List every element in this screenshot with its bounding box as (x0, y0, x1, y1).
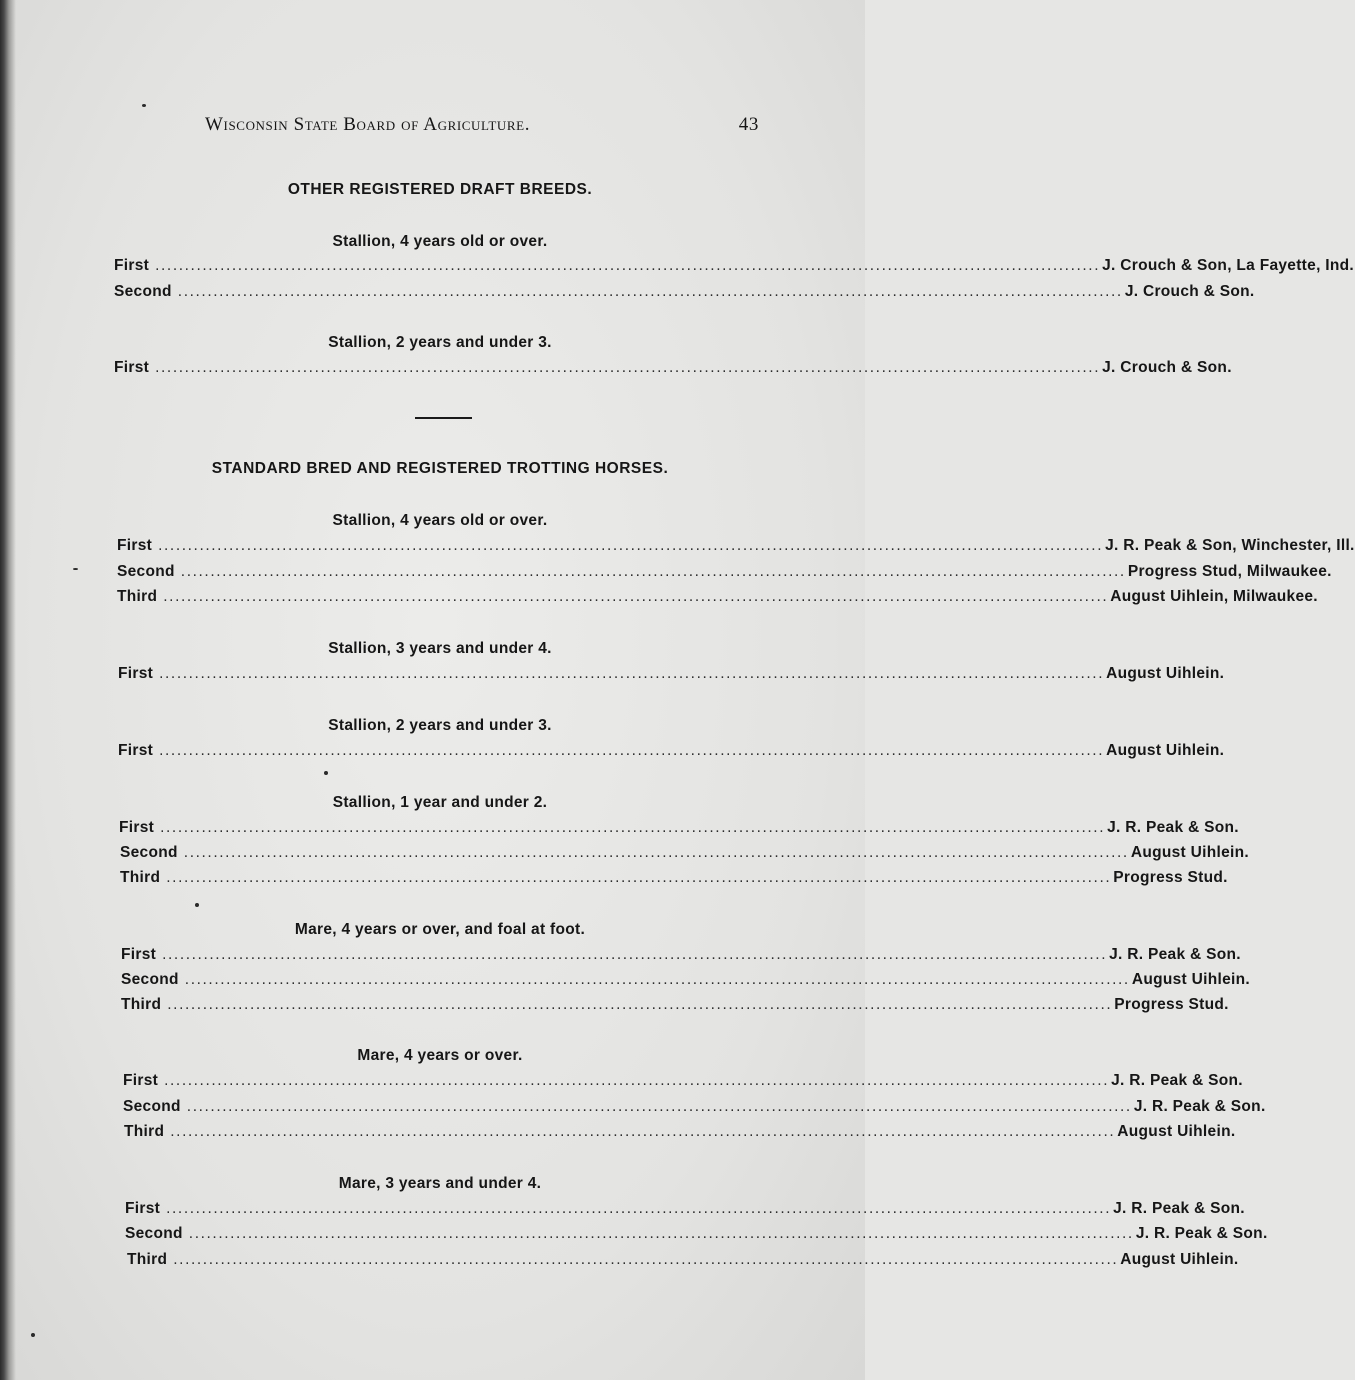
section-title: OTHER REGISTERED DRAFT BREEDS. (287, 181, 593, 198)
entry-place: Third (120, 869, 161, 886)
section-title: STANDARD BRED AND REGISTERED TROTTING HORSES. (211, 460, 669, 477)
class-heading: Stallion, 3 years and under 4. (328, 640, 552, 657)
dot-leader: ................................................................................................................................................................ (167, 996, 1113, 1013)
entry-place: First (123, 1072, 159, 1089)
result-entry (120, 869, 1228, 891)
entry-winner: J. R. Peak & Son, Winchester, Ill. (1105, 537, 1355, 554)
page-number: 43 (738, 114, 759, 135)
entry-place: Third (127, 1251, 168, 1268)
scan-speck (195, 903, 199, 907)
dot-leader: ................................................................................................................................................................ (173, 1251, 1119, 1268)
class-heading: Stallion, 4 years old or over. (332, 512, 548, 529)
entry-winner: August Uihlein. (1106, 742, 1225, 759)
result-entry (118, 665, 1225, 687)
dot-leader: ................................................................................................................................................................ (170, 1123, 1116, 1140)
result-entry (125, 1200, 1245, 1222)
running-head (205, 114, 765, 144)
dot-leader: ................................................................................................................................................................ (177, 283, 1123, 300)
entry-place: First (118, 665, 154, 682)
dot-leader: ................................................................................................................................................................ (164, 1072, 1110, 1089)
result-entry (121, 946, 1241, 968)
result-entry (117, 537, 1355, 559)
entry-place: Third (117, 588, 158, 605)
entry-winner: Progress Stud, Milwaukee. (1127, 563, 1332, 580)
entry-place: First (125, 1200, 161, 1217)
entry-place: Second (114, 283, 172, 300)
entry-winner: J. R. Peak & Son. (1107, 819, 1239, 836)
result-entry (123, 1098, 1266, 1120)
entry-winner: Progress Stud. (1114, 996, 1229, 1013)
dot-leader: ................................................................................................................................................................ (159, 665, 1105, 682)
scan-speck (73, 568, 78, 570)
entry-winner: J. R. Peak & Son. (1111, 1072, 1243, 1089)
class-heading: Stallion, 1 year and under 2. (332, 794, 548, 811)
result-entry (119, 819, 1239, 841)
dot-leader: ................................................................................................................................................................ (184, 971, 1130, 988)
entry-place: First (121, 946, 157, 963)
entry-place: Third (124, 1123, 165, 1140)
entry-winner: J. R. Peak & Son. (1109, 946, 1241, 963)
class-heading: Stallion, 2 years and under 3. (328, 717, 552, 734)
dot-leader: ................................................................................................................................................................ (159, 742, 1105, 759)
result-entry (120, 844, 1249, 866)
result-entry (117, 563, 1332, 585)
result-entry (114, 257, 1355, 279)
class-heading: Mare, 4 years or over. (357, 1047, 523, 1064)
dot-leader: ................................................................................................................................................................ (163, 588, 1109, 605)
entry-winner: August Uihlein. (1130, 844, 1249, 861)
entry-place: Third (121, 996, 162, 1013)
result-entry (114, 283, 1255, 305)
entry-place: First (119, 819, 155, 836)
class-heading: Mare, 4 years or over, and foal at foot. (294, 921, 586, 938)
entry-place: Second (123, 1098, 181, 1115)
entry-winner: August Uihlein. (1131, 971, 1250, 988)
entry-winner: J. R. Peak & Son. (1135, 1225, 1268, 1242)
entry-winner: August Uihlein. (1117, 1123, 1236, 1140)
dot-leader: ................................................................................................................................................................ (180, 563, 1126, 580)
section-divider (415, 417, 472, 419)
class-heading: Mare, 3 years and under 4. (338, 1175, 542, 1192)
dot-leader: ................................................................................................................................................................ (188, 1225, 1134, 1242)
dot-leader: ................................................................................................................................................................ (160, 819, 1106, 836)
result-entry (127, 1251, 1239, 1273)
entry-winner: August Uihlein, Milwaukee. (1110, 588, 1318, 605)
book-spine-shadow (0, 0, 16, 1380)
entry-place: First (114, 359, 150, 376)
result-entry (121, 971, 1250, 993)
entry-place: First (118, 742, 154, 759)
result-entry (117, 588, 1318, 610)
result-entry (114, 359, 1232, 381)
entry-place: First (114, 257, 150, 274)
result-entry (125, 1225, 1268, 1247)
dot-leader: ................................................................................................................................................................ (183, 844, 1129, 861)
scan-speck (142, 104, 146, 107)
entry-place: Second (120, 844, 178, 861)
entry-winner: J. R. Peak & Son. (1133, 1098, 1266, 1115)
entry-place: Second (117, 563, 175, 580)
entry-winner: J. Crouch & Son. (1124, 283, 1255, 300)
dot-leader: ................................................................................................................................................................ (158, 537, 1104, 554)
class-heading: Stallion, 4 years old or over. (332, 233, 548, 250)
result-entry (118, 742, 1225, 764)
class-heading: Stallion, 2 years and under 3. (328, 334, 552, 351)
entry-winner: J. R. Peak & Son. (1113, 1200, 1245, 1217)
scan-speck (31, 1333, 35, 1337)
scan-speck (324, 771, 328, 775)
result-entry (124, 1123, 1236, 1145)
dot-leader: ................................................................................................................................................................ (155, 359, 1101, 376)
dot-leader: ................................................................................................................................................................ (155, 257, 1101, 274)
entry-place: Second (121, 971, 179, 988)
entry-winner: August Uihlein. (1120, 1251, 1239, 1268)
entry-place: First (117, 537, 153, 554)
entry-winner: August Uihlein. (1106, 665, 1225, 682)
entry-winner: J. Crouch & Son, La Fayette, Ind. (1102, 257, 1355, 274)
entry-winner: J. Crouch & Son. (1102, 359, 1232, 376)
entry-winner: Progress Stud. (1113, 869, 1228, 886)
running-head-title: Wisconsin State Board of Agriculture. (205, 114, 531, 135)
dot-leader: ................................................................................................................................................................ (186, 1098, 1132, 1115)
entry-place: Second (125, 1225, 183, 1242)
result-entry (123, 1072, 1243, 1094)
dot-leader: ................................................................................................................................................................ (162, 946, 1108, 963)
dot-leader: ................................................................................................................................................................ (166, 869, 1112, 886)
dot-leader: ................................................................................................................................................................ (166, 1200, 1112, 1217)
result-entry (121, 996, 1229, 1018)
